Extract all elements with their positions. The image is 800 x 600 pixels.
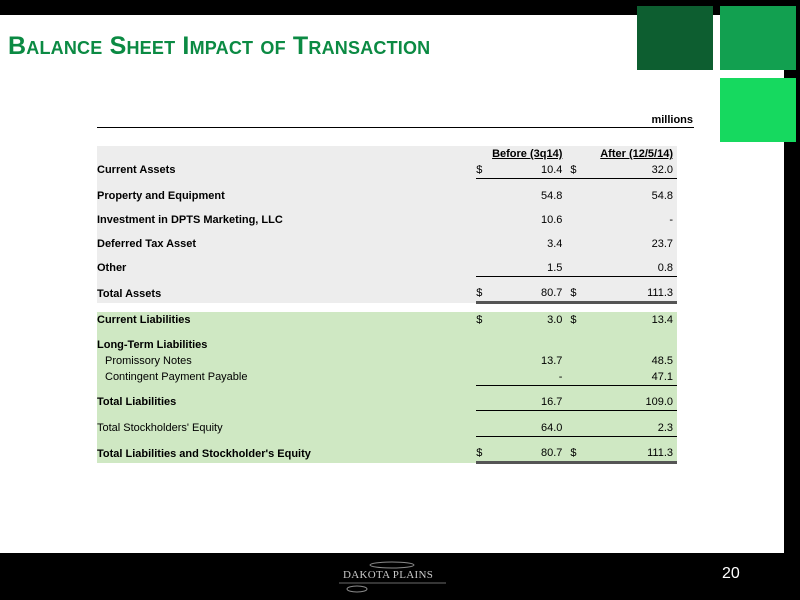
decor-square-light — [720, 78, 796, 142]
spacer-row — [97, 328, 677, 337]
table-row-current-assets — [97, 162, 677, 179]
logo-top-swoosh — [370, 562, 414, 568]
table-row-long-term-liabilities — [97, 337, 677, 353]
spacer-row — [97, 436, 677, 445]
row-label: Current Liabilities — [97, 312, 476, 328]
row-label: Other — [97, 260, 476, 277]
row-label: Total Assets — [97, 285, 476, 303]
table-row-promissory-notes — [97, 353, 677, 369]
currency-symbol: $ — [566, 312, 582, 328]
spacer-row — [97, 228, 677, 236]
value-after: - — [582, 212, 677, 228]
decor-square-dark — [637, 6, 713, 70]
row-label: Promissory Notes — [97, 353, 476, 369]
currency-symbol: $ — [566, 285, 582, 303]
value-after: 54.8 — [582, 188, 677, 204]
currency-symbol: $ — [476, 445, 492, 463]
column-header-after: After (12/5/14) — [600, 148, 673, 160]
value-after: 32.0 — [582, 162, 677, 179]
value-before: 10.4 — [492, 162, 566, 179]
page-number: 20 — [722, 565, 740, 582]
logo-text: DAKOTA PLAINS — [343, 569, 434, 581]
row-label: Total Liabilities and Stockholder's Equity — [97, 445, 476, 463]
spacer-row — [97, 385, 677, 394]
value-before: - — [492, 369, 566, 386]
value-after: 47.1 — [582, 369, 677, 386]
currency-symbol: $ — [476, 285, 492, 303]
spacer-row — [97, 411, 677, 420]
table-row-other — [97, 260, 677, 277]
decor-square-mid — [720, 6, 796, 70]
spacer-row — [97, 303, 677, 312]
row-label: Current Assets — [97, 162, 476, 179]
row-label: Property and Equipment — [97, 188, 476, 204]
value-before: 80.7 — [492, 445, 566, 463]
table-row-deferred-tax — [97, 236, 677, 252]
row-label: Deferred Tax Asset — [97, 236, 476, 252]
table-row-total-assets — [97, 285, 677, 303]
value-before: 64.0 — [492, 420, 566, 437]
table-row-stockholders-equity — [97, 420, 677, 437]
units-label: millions — [651, 114, 693, 126]
balance-sheet-table — [97, 146, 677, 464]
units-rule — [97, 127, 694, 128]
column-header-before: Before (3q14) — [492, 148, 563, 160]
currency-symbol: $ — [566, 162, 582, 179]
spacer-row — [97, 179, 677, 188]
currency-symbol: $ — [566, 445, 582, 463]
row-label: Contingent Payment Payable — [97, 369, 476, 386]
value-before: 13.7 — [492, 353, 566, 369]
value-before: 16.7 — [492, 394, 566, 411]
value-after: 13.4 — [582, 312, 677, 328]
spacer-row — [97, 252, 677, 260]
value-before: 3.4 — [492, 236, 566, 252]
table-row-contingent-payment — [97, 369, 677, 386]
table-header-row — [97, 146, 677, 162]
value-after: 109.0 — [582, 394, 677, 411]
value-after: 0.8 — [582, 260, 677, 277]
table-row-investment — [97, 212, 677, 228]
value-after: 48.5 — [582, 353, 677, 369]
spacer-row — [97, 204, 677, 212]
row-label: Total Stockholders' Equity — [97, 420, 476, 437]
row-label: Investment in DPTS Marketing, LLC — [97, 212, 476, 228]
spacer-row — [97, 276, 677, 285]
value-before: 10.6 — [492, 212, 566, 228]
value-after: 111.3 — [582, 285, 677, 303]
value-before: 54.8 — [492, 188, 566, 204]
table-row-total-liabilities — [97, 394, 677, 411]
slide-title: Balance Sheet Impact of Transaction — [8, 32, 431, 60]
value-before: 1.5 — [492, 260, 566, 277]
table-row-property — [97, 188, 677, 204]
row-label: Long-Term Liabilities — [97, 337, 476, 353]
value-after: 23.7 — [582, 236, 677, 252]
table-row-current-liabilities — [97, 312, 677, 328]
value-after: 2.3 — [582, 420, 677, 437]
currency-symbol: $ — [476, 162, 492, 179]
table-row-total-liabilities-equity — [97, 445, 677, 463]
currency-symbol: $ — [476, 312, 492, 328]
value-after: 111.3 — [582, 445, 677, 463]
row-label: Total Liabilities — [97, 394, 476, 411]
logo-bottom-swoosh — [347, 586, 367, 592]
value-before: 80.7 — [492, 285, 566, 303]
value-before: 3.0 — [492, 312, 566, 328]
